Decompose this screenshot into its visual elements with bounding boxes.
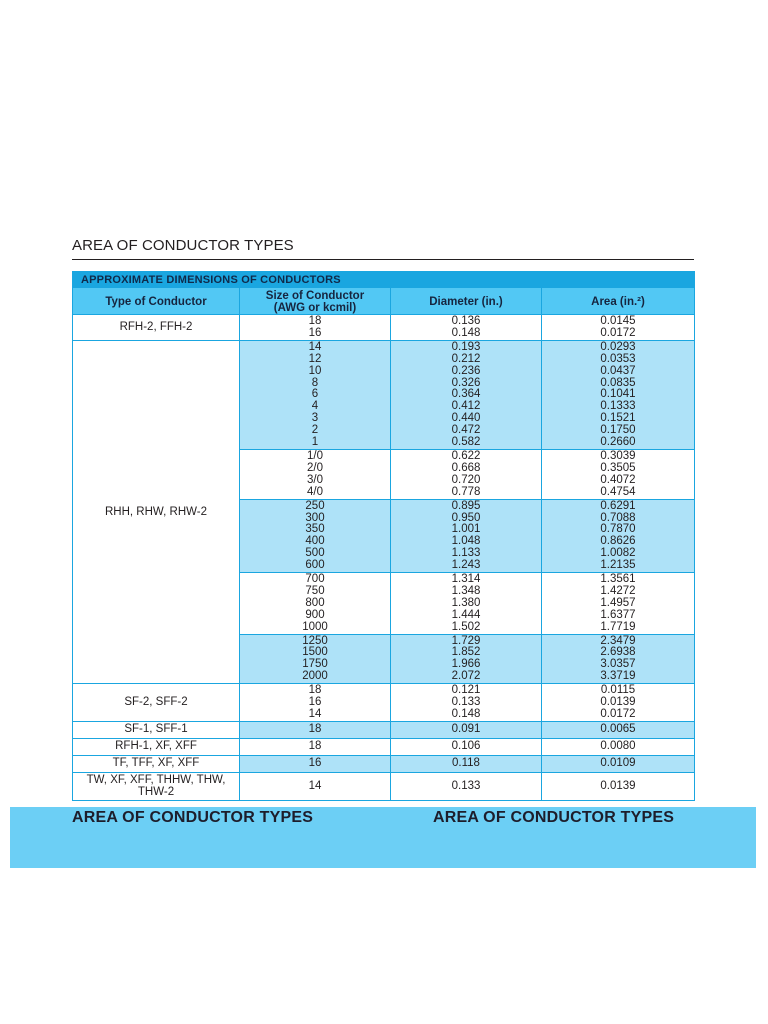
diameter-value: 0.895 [451,499,481,512]
table-banner: APPROXIMATE DIMENSIONS OF CONDUCTORS [73,272,695,288]
size-cell [240,721,391,738]
size-value: 14 [308,708,322,720]
diameter-cell [391,340,542,449]
diameter-value: 0.091 [451,722,481,735]
area-value: 0.0115 [600,684,636,697]
size-value: 16 [308,326,322,339]
area-value: 1.3561 [600,573,636,586]
size-value: 4/0 [307,485,323,498]
size-cell [240,573,391,635]
diameter-value: 1.852 [451,646,481,659]
area-value: 0.0080 [600,739,636,752]
diameter-value: 0.582 [451,436,481,449]
table-row [73,684,695,722]
diameter-value: 0.121 [451,684,481,697]
table-row [73,772,695,801]
size-value: 1750 [302,658,328,671]
title-divider [72,259,694,260]
diameter-value: 0.364 [451,388,481,401]
size-value: 750 [305,584,325,597]
area-cell [542,499,695,572]
size-value: 900 [305,608,325,621]
size-value: 14 [308,779,322,792]
diameter-cell [391,573,542,635]
diameter-cell [391,634,542,684]
area-value: 3.3719 [600,670,636,683]
diameter-value: 0.133 [451,779,481,792]
footer-title-left: AREA OF CONDUCTOR TYPES [72,809,314,826]
size-value: 350 [305,523,325,536]
diameter-cell [391,499,542,572]
area-value: 0.0172 [600,326,636,339]
size-value: 3/0 [307,473,323,486]
size-value: 1250 [302,634,328,647]
area-value: 0.0835 [600,376,636,389]
area-value: 1.4272 [600,584,636,597]
diameter-value: 0.720 [451,473,481,486]
conductor-type-cell: RFH-1, XF, XFF [73,738,240,755]
area-cell [542,315,695,341]
area-value: 0.3505 [600,461,636,474]
diameter-value: 0.440 [451,412,481,425]
header-size-line2: (AWG or kcmil) [273,301,357,314]
table-body [73,315,695,801]
diameter-value: 1.966 [451,658,481,671]
size-value: 700 [305,573,325,586]
size-value: 2 [311,424,319,437]
area-cell [542,449,695,499]
header-size-of-conductor [240,288,391,315]
area-value: 0.0109 [600,756,636,769]
conductor-dimensions-table [72,271,695,801]
size-value: 6 [311,388,319,401]
table-row [73,721,695,738]
area-value: 0.2660 [600,436,636,449]
diameter-value: 1.001 [451,523,481,536]
size-value: 10 [308,364,322,377]
diameter-value: 1.380 [451,596,481,609]
conductor-type-cell: SF-1, SFF-1 [73,721,240,738]
size-cell [240,499,391,572]
diameter-value: 1.133 [451,547,481,560]
table-row [73,315,695,341]
size-value: 16 [308,756,322,769]
diameter-value: 0.472 [451,424,481,437]
area-value: 0.0145 [600,315,636,327]
area-value: 0.4072 [600,473,636,486]
size-value: 1 [311,436,319,449]
area-value: 0.1041 [600,388,636,401]
size-value: 18 [308,739,322,752]
size-value: 4 [311,400,319,413]
area-value: 0.7088 [600,511,636,524]
diameter-cell [391,315,542,341]
size-value: 1500 [302,646,328,659]
area-cell [542,755,695,772]
area-value: 2.3479 [600,634,636,647]
diameter-value: 0.193 [451,340,481,353]
area-value: 0.8626 [600,535,636,548]
area-cell [542,340,695,449]
header-size-line1: Size of Conductor [265,289,365,302]
area-value: 0.0139 [600,779,636,792]
size-cell [240,684,391,722]
diameter-value: 0.412 [451,400,481,413]
conductor-type-cell: TF, TFF, XF, XFF [73,755,240,772]
diameter-value: 0.950 [451,511,481,524]
diameter-value: 0.106 [451,739,481,752]
diameter-cell [391,449,542,499]
diameter-value: 1.243 [451,559,481,572]
footer-title-right: AREA OF CONDUCTOR TYPES [433,809,675,826]
area-value: 0.3039 [600,449,636,462]
diameter-value: 0.668 [451,461,481,474]
size-value: 18 [308,315,322,327]
size-value: 16 [308,696,322,709]
size-value: 800 [305,596,325,609]
size-cell [240,634,391,684]
area-value: 0.1333 [600,400,636,413]
header-diameter: Diameter (in.) [391,288,542,315]
size-value: 300 [305,511,325,524]
size-value: 12 [308,352,322,365]
diameter-cell [391,755,542,772]
area-cell [542,684,695,722]
area-value: 0.6291 [600,499,636,512]
diameter-value: 0.326 [451,376,481,389]
diameter-value: 0.148 [451,708,481,720]
diameter-cell [391,772,542,801]
size-value: 3 [311,412,319,425]
area-value: 0.1750 [600,424,636,437]
conductor-type-cell: RFH-2, FFH-2 [73,315,240,341]
area-cell [542,634,695,684]
size-cell [240,340,391,449]
size-value: 1000 [302,620,328,633]
diameter-value: 1.314 [451,573,481,586]
diameter-value: 1.502 [451,620,481,633]
area-cell [542,573,695,635]
area-value: 0.0139 [600,696,636,709]
area-cell [542,772,695,801]
size-cell [240,755,391,772]
diameter-value: 0.622 [451,449,481,462]
size-cell [240,315,391,341]
area-value: 0.7870 [600,523,636,536]
size-value: 600 [305,559,325,572]
diameter-value: 1.348 [451,584,481,597]
area-value: 0.0437 [600,364,636,377]
diameter-cell [391,721,542,738]
header-type-of-conductor: Type of Conductor [73,288,240,315]
area-cell [542,721,695,738]
diameter-value: 0.236 [451,364,481,377]
size-cell [240,772,391,801]
diameter-value: 1.729 [451,634,481,647]
size-value: 500 [305,547,325,560]
table-row [73,755,695,772]
area-value: 1.4957 [600,596,636,609]
area-value: 0.0172 [600,708,636,720]
table-header-row [73,288,695,315]
page-title: AREA OF CONDUCTOR TYPES [72,237,294,254]
size-value: 18 [308,684,322,697]
table-row [73,738,695,755]
diameter-value: 0.778 [451,485,481,498]
area-value: 1.7719 [600,620,636,633]
area-value: 1.6377 [600,608,636,621]
size-value: 14 [308,340,322,353]
diameter-value: 1.444 [451,608,481,621]
size-value: 400 [305,535,325,548]
diameter-value: 0.133 [451,696,481,709]
area-value: 0.1521 [600,412,636,425]
diameter-cell [391,684,542,722]
diameter-cell [391,738,542,755]
table-row [73,340,695,449]
diameter-value: 0.148 [451,326,481,339]
size-value: 250 [305,499,325,512]
area-value: 0.0065 [600,722,636,735]
diameter-value: 0.118 [452,756,480,769]
conductor-type-cell: SF-2, SFF-2 [73,684,240,722]
diameter-value: 2.072 [451,670,481,683]
area-value: 0.4754 [600,485,636,498]
area-value: 0.0353 [600,352,636,365]
area-value: 1.2135 [600,559,636,572]
conductor-type-cell: RHH, RHW, RHW-2 [73,340,240,683]
size-value: 8 [311,376,319,389]
size-value: 2000 [302,670,328,683]
conductor-type-cell: TW, XF, XFF, THHW, THW, THW-2 [73,772,240,801]
area-cell [542,738,695,755]
size-cell [240,449,391,499]
diameter-value: 1.048 [451,535,481,548]
area-value: 3.0357 [600,658,636,671]
diameter-value: 0.212 [451,352,481,365]
diameter-value: 0.136 [451,315,481,327]
area-value: 1.0082 [600,547,636,560]
size-value: 1/0 [307,449,323,462]
size-value: 18 [308,722,322,735]
size-value: 2/0 [307,461,323,474]
area-value: 2.6938 [600,646,636,659]
size-cell [240,738,391,755]
area-value: 0.0293 [600,340,636,353]
header-area: Area (in.²) [542,288,695,315]
